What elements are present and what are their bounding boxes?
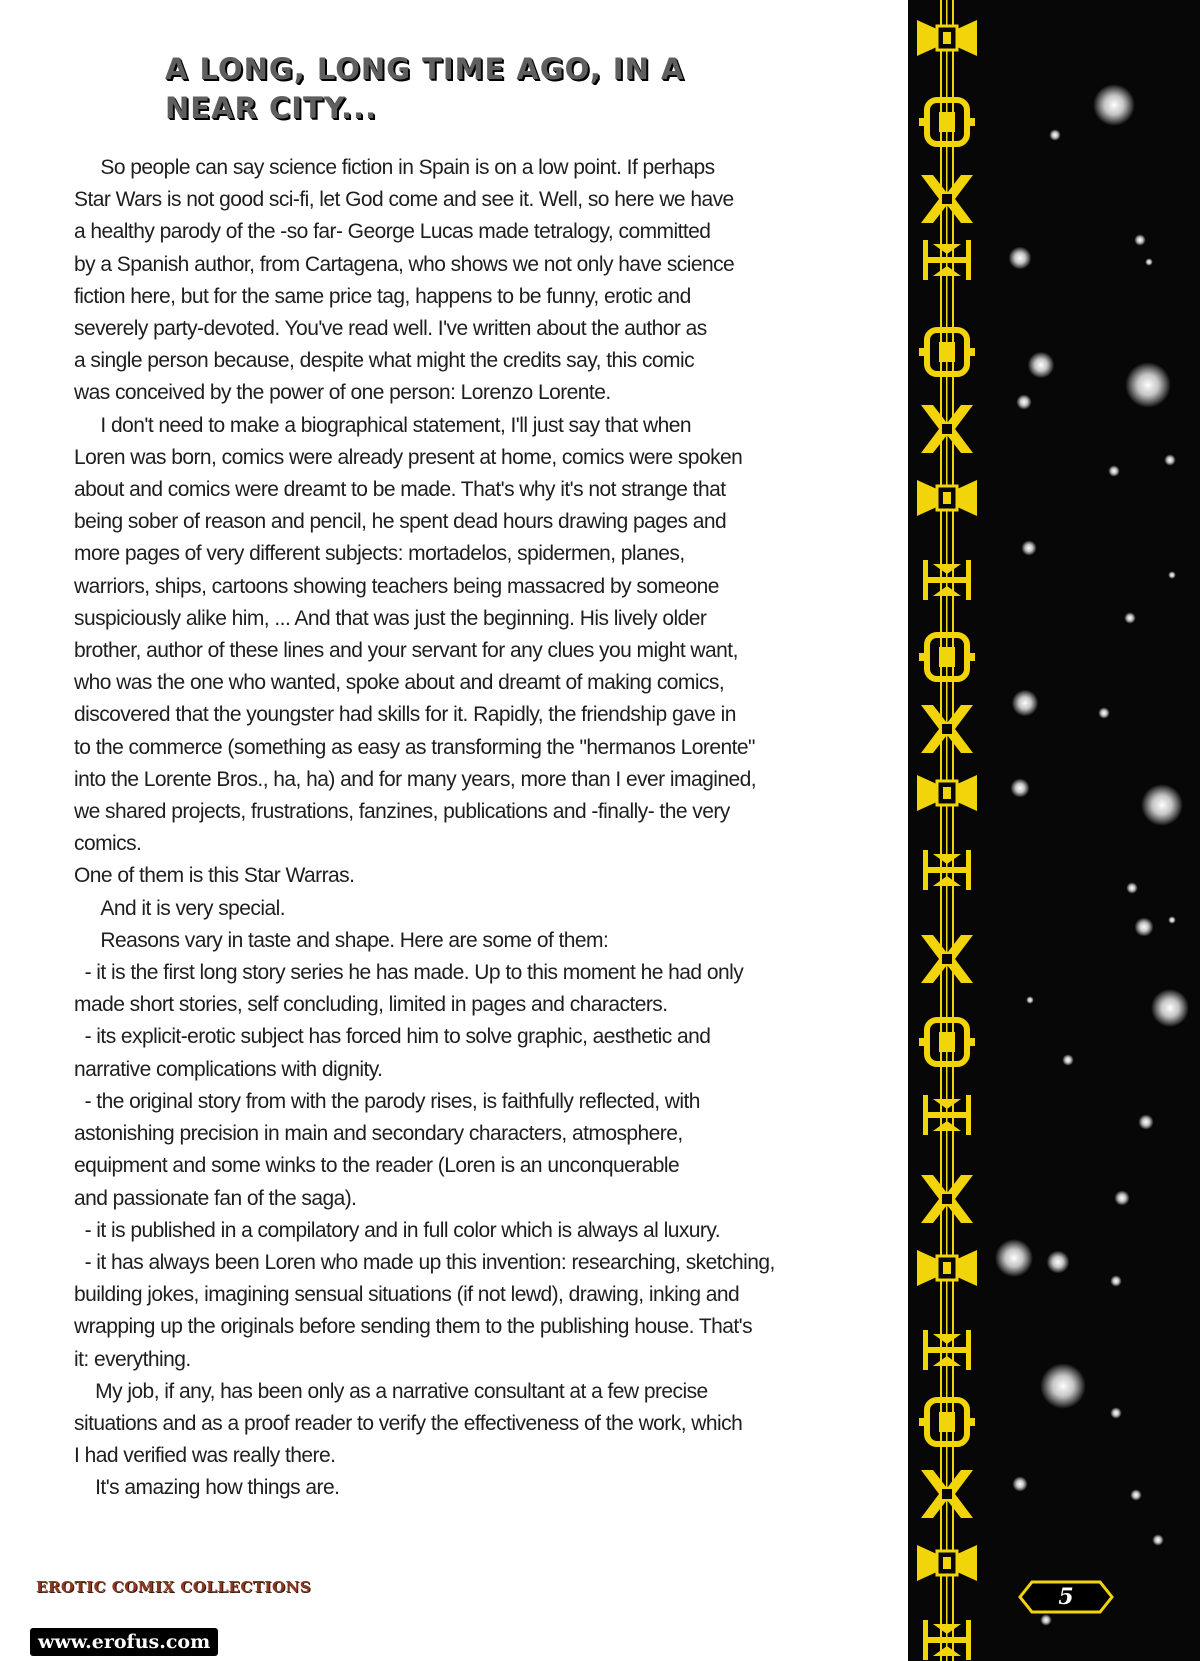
text-line: I don't need to make a biographical statement, I'll just say that when <box>74 413 691 437</box>
ring-stud <box>919 1418 927 1426</box>
star <box>1040 1363 1086 1409</box>
text-line: to the commerce (something as easy as transforming the "hermanos Lorente" <box>74 735 755 759</box>
text-line: being sober of reason and pencil, he spent dead hours drawing pages and <box>74 510 727 534</box>
text-line: and passionate fan of the saga). <box>74 1186 357 1210</box>
text-line: - it has always been Loren who made up this invention: researching, sketching, <box>74 1250 775 1274</box>
text-line: My job, if any, has been only as a narrative consultant at a few precise <box>74 1379 708 1403</box>
text-line: Star Wars is not good sci-fi, let God come and see it. Well, so here we have <box>74 188 734 212</box>
text-line: brother, author of these lines and your servant for any clues you might want, <box>74 639 738 663</box>
ring-core <box>939 112 955 132</box>
bracket-notch <box>933 564 961 574</box>
text-line: made short stories, self concluding, limited in pages and characters. <box>74 993 668 1017</box>
star <box>1124 612 1135 623</box>
star <box>1168 916 1176 924</box>
star <box>1108 465 1119 476</box>
bracket-notch <box>933 1121 961 1131</box>
star <box>1062 1054 1073 1065</box>
bracket-notch <box>933 1646 961 1656</box>
text-line: comics. <box>74 832 142 856</box>
star <box>1012 690 1039 717</box>
star <box>1028 352 1055 379</box>
star <box>1021 540 1036 555</box>
publisher-logo: EROTIC COMIX COLLECTIONS <box>36 1578 312 1596</box>
bracket-notch <box>933 854 961 864</box>
text-line: - it is the first long story series he has made. Up to this moment he had only <box>74 961 744 985</box>
star <box>1110 1275 1121 1286</box>
star <box>1047 1251 1070 1274</box>
ring-core <box>939 342 955 362</box>
text-line: - its explicit-erotic subject has forced him to solve graphic, aesthetic and <box>74 1025 711 1049</box>
text-line: Loren was born, comics were already present at home, comics were spoken <box>74 445 743 469</box>
text-line: narrative complications with dignity. <box>74 1057 383 1081</box>
ring-stud <box>967 1418 975 1426</box>
bracket-notch <box>933 244 961 254</box>
medallion-core <box>943 1557 951 1569</box>
bracket-notch <box>933 1356 961 1366</box>
star <box>1098 707 1109 718</box>
ring-stud <box>919 1038 927 1046</box>
cross-center <box>941 1488 953 1500</box>
title-line-1: A LONG, LONG TIME AGO, IN A <box>165 52 685 86</box>
article-body <box>74 152 864 1505</box>
bracket-notch <box>933 586 961 596</box>
star <box>1145 258 1153 266</box>
text-line: So people can say science fiction in Spain is on a low point. If perhaps <box>74 156 715 179</box>
bracket-cross <box>923 867 971 873</box>
ring-stud <box>967 348 975 356</box>
ring-core <box>939 1032 955 1052</box>
star <box>1134 234 1145 245</box>
star <box>1135 918 1154 937</box>
text-line: building jokes, imagining sensual situations (if not lewd), drawing, inking and <box>74 1283 740 1307</box>
text-line: Reasons vary in taste and shape. Here are some of them: <box>74 928 609 952</box>
star <box>1138 1114 1153 1129</box>
cross-center <box>941 1193 953 1205</box>
bracket-cross <box>923 1347 971 1353</box>
star <box>1152 1534 1163 1545</box>
ring-stud <box>967 653 975 661</box>
text-line: severely party-devoted. You've read well. I've written about the author as <box>74 317 707 341</box>
bracket-cross <box>923 1637 971 1643</box>
text-line: more pages of very different subjects: mortadelos, spidermen, planes, <box>74 542 685 566</box>
star <box>1114 1190 1129 1205</box>
text-line: into the Lorente Bros., ha, ha) and for many years, more than I ever imagined, <box>74 767 756 791</box>
bracket-notch <box>933 266 961 276</box>
star <box>1009 247 1032 270</box>
bracket-cross <box>923 257 971 263</box>
site-watermark: www.erofus.com <box>30 1628 218 1656</box>
star <box>1130 1489 1141 1500</box>
medallion-core <box>943 1262 951 1274</box>
text-line: it: everything. <box>74 1347 191 1371</box>
bracket-notch <box>933 1624 961 1634</box>
text-line: by a Spanish author, from Cartagena, who shows we not only have science <box>74 252 735 276</box>
star <box>1012 1476 1027 1491</box>
ring-stud <box>919 653 927 661</box>
ring-core <box>939 647 955 667</box>
text-line: And it is very special. <box>74 896 286 920</box>
star <box>1026 996 1034 1004</box>
star <box>1141 784 1183 826</box>
text-line: wrapping up the originals before sending them to the publishing house. That's <box>74 1315 753 1339</box>
star <box>1049 129 1060 140</box>
star <box>1168 571 1176 579</box>
bracket-notch <box>933 876 961 886</box>
text-line: a single person because, despite what might the credits say, this comic <box>74 349 695 373</box>
bracket-notch <box>933 1099 961 1109</box>
text-line: warriors, ships, cartoons showing teachers being massacred by someone <box>74 574 719 598</box>
starfield-panel <box>908 0 1200 1661</box>
page-number: 5 <box>1058 1584 1074 1610</box>
text-line: a healthy parody of the -so far- George Lucas made tetralogy, committed <box>74 220 711 244</box>
text-line: - the original story from with the parody rises, is faithfully reflected, with <box>74 1089 700 1113</box>
starfield-with-border <box>908 0 1200 1661</box>
star <box>1126 882 1137 893</box>
star <box>1016 394 1031 409</box>
star <box>995 1239 1033 1277</box>
cross-center <box>941 193 953 205</box>
bracket-notch <box>933 1334 961 1344</box>
text-line: - it is published in a compilatory and in full color which is always al luxury. <box>74 1218 721 1242</box>
text-line: was conceived by the power of one person: Lorenzo Lorente. <box>74 381 611 405</box>
cross-center <box>941 423 953 435</box>
title-line-2: NEAR CITY... <box>165 91 378 125</box>
text-line: suspiciously alike him, ... And that was just the beginning. His lively older <box>74 606 707 630</box>
ring-stud <box>967 118 975 126</box>
star <box>1151 989 1189 1027</box>
star <box>1093 84 1135 126</box>
ring-stud <box>919 118 927 126</box>
ring-stud <box>967 1038 975 1046</box>
medallion-core <box>943 492 951 504</box>
bracket-cross <box>923 1112 971 1118</box>
star <box>1110 1407 1121 1418</box>
star <box>1125 362 1171 408</box>
text-line: I had verified was really there. <box>74 1444 336 1468</box>
text-line: about and comics were dreamt to be made. That's why it's not strange that <box>74 478 726 502</box>
text-line: who was the one who wanted, spoke about and dreamt of making comics, <box>74 671 725 695</box>
medallion-core <box>943 787 951 799</box>
medallion-core <box>943 32 951 44</box>
star <box>1040 1614 1051 1625</box>
text-line: astonishing precision in main and secondary characters, atmosphere, <box>74 1122 683 1146</box>
text-line: It's amazing how things are. <box>74 1476 340 1500</box>
ring-core <box>939 1412 955 1432</box>
text-line: equipment and some winks to the reader (Loren is an unconquerable <box>74 1154 680 1178</box>
star <box>1164 454 1175 465</box>
page-title <box>165 50 785 128</box>
text-line: One of them is this Star Warras. <box>74 864 355 888</box>
text-line: we shared projects, frustrations, fanzines, publications and -finally- the very <box>74 800 730 824</box>
gold-chain-border-icon <box>917 0 977 1661</box>
star <box>1011 779 1030 798</box>
bracket-cross <box>923 577 971 583</box>
ring-stud <box>919 348 927 356</box>
cross-center <box>941 953 953 965</box>
text-line: situations and as a proof reader to verify the effectiveness of the work, which <box>74 1411 743 1435</box>
text-line: discovered that the youngster had skills for it. Rapidly, the friendship gave in <box>74 703 736 727</box>
cross-center <box>941 723 953 735</box>
text-line: fiction here, but for the same price tag, happens to be funny, erotic and <box>74 284 691 308</box>
stars-layer <box>995 84 1189 1626</box>
